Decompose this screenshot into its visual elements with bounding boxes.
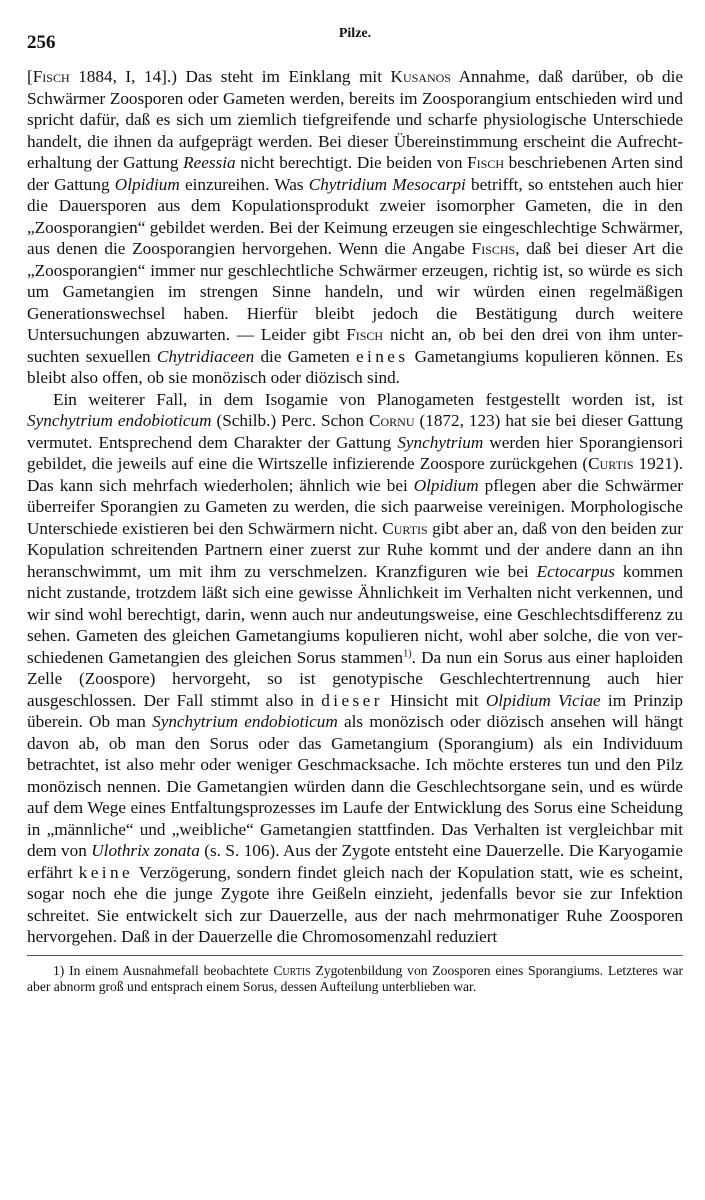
text-run: Gametangiums kopulieren können. Es bleibt also offen, ob sie monözisch oder diözisch sind. [27,346,683,387]
small-caps-run: Fisch [467,153,504,172]
text-run: Ein weiterer Fall, in dem Isogamie von Planogameten festgestellt worden ist, ist [53,389,683,409]
italic-run: Synchytrium [397,432,484,452]
italic-run: Chytridium Mesocarpi [308,174,466,194]
text-run: betrifft, so entstehen auch hier die Dauersporen aus dem Kopulationsprodukt zweier isomorpher Gameten, die in den „Zoosporangien“ gebildet werden. Bei der Keimung erzeugen sie eingeschlechtige Schwärmer, aus denen die Zoosporangien hervorgehen. Wenn die Angabe [27,174,684,258]
text-run: kommen nicht zustande, trotzdem läßt sich eine gewisse Ähnlichkeit im Verhalten nicht verkennen, und wir sind wohl berechtigt, darin, wenn auch nur andeutungsweise, eine Geschlechtsdifferenz zu sehen. Gameten des gleichen Gametangiums kopulieren nicht, wohl aber solche, die von verschiedenen Gametangien des gleichen Sorus stammen [27,561,683,667]
italic-run: Synchytrium endobioticum [27,411,212,430]
italic-run: Olpidium [114,174,180,194]
text-run: 1921). Das kann sich mehrfach wiederholen; ähnlich wie bei [27,454,683,495]
text-run: . Da nun ein Sorus aus einer haploiden Zelle (Zoospore) hervorgeht, so ist genotypische Geschlechtertrennung auch hier ausgeschlossen. Der Fall stimmt also in [27,647,683,710]
text-run: pflegen aber die Schwärmer überreifer Sporangien zu Gameten zu werden, die sich paarweise vereinigen. Morphologische Unterschiede existieren bei den Schwärmern nicht. [27,475,683,538]
italic-run: Synchytrium endobioticum [152,712,338,731]
footnote-ref: 1) [403,647,412,659]
small-caps-run: Fischs [471,239,516,258]
text-run: (Schilb.) Perc. Schon [211,411,370,430]
italic-run: Chytridiaceen [156,346,255,366]
spaced-run: eines [355,346,409,366]
text-run: Verzögerung, sondern findet gleich nach der Kopulation statt, wie es scheint, sogar noch ehe die junge Zygote ihre Geißeln einzieht, jedenfalls bevor sie zur Infektion schreitet. Sie entwickelt sich zur Dauerzelle, aus der nach mehrmonatiger Ruhe Zoosporen hervorgehen. Daß in der Dauerzelle die Chromosomenzahl reduziert [27,862,683,946]
footnote [27,955,683,996]
text-run: Zygotenbildung von Zoosporen eines Sporangiums. Letzteres war aber abnorm groß und entsprach einem Sorus, dessen Aufteilung unterblieben war. [27,962,684,994]
text-run: Hinsicht mit [382,690,486,710]
small-caps-run: Cornu [369,411,415,430]
text-run: werden hier Sporangiensori gebildet, die jeweils auf eine die Wirtszelle infizierende Zoospore zurückgehen ( [27,432,683,473]
footnote-1 [27,963,683,996]
text-run: [ [27,67,33,86]
italic-run: Reessia [183,153,236,172]
small-caps-run: Fisch [32,67,70,86]
text-run: gibt aber an, daß von den beiden zur Kopulation schreitenden Partnern einer zuerst zur Ruhe kommt und der andere dann an ihn heranschwimmt, um mit ihm zu verschmelzen. Kranzfiguren wie bei [27,518,683,581]
small-caps-run: Curtis [273,962,311,978]
text-run: Annahme, daß darüber, ob die Schwärmer Zoosporen oder Gameten werden, bereits im Zoosporangium entschieden wird und spricht dafür, daß es sich um ziemlich tiefgreifende und scharfe physiologische Unterschiede handelt, die ihnen da aufgeprägt werden. Bei dieser Übereinstimmung erscheint die Aufrechterhaltung der Gattung [27,67,684,172]
text-run: als monözisch oder diözisch ansehen will hängt davon ab, ob man den Sorus oder das Gametangium (Sporangium) als ein Individuum betrachtet, ist also mehr oder weniger Geschmacksache. Ich möchte ersteres tun und den Pilz monözisch nennen. Die Gametangien würden dann die Geschlechtsorgane sein, und es würde auf dem Wege eines Entfaltungsprozesses im Laufe der Entwicklung des Sorus eine Scheidung in „männliche“ und „weibliche“ Gametangien stattfinden. Das Verhalten ist vergleichbar mit dem von [27,712,683,860]
paragraph-2 [27,389,683,948]
body-text [27,66,683,948]
text-run: nicht an, ob bei den drei von ihm untersuchten sexuellen [27,325,683,366]
italic-run: Ulothrix zonata [91,841,200,860]
small-caps-run: Kusanos [390,67,451,86]
text-run: nicht berechtigt. Die beiden von [235,153,468,172]
small-caps-run: Fisch [346,325,384,344]
paragraph-1 [27,66,683,389]
text-run: beschriebenen Arten sind der Gattung [27,153,683,194]
text-run: einzureihen. Was [179,174,309,194]
small-caps-run: Curtis [588,454,634,473]
text-run: (1872, 123) hat sie bei dieser Gattung vermutet. Entsprechend dem Charakter der Gattung [27,411,683,452]
spaced-run: keine [78,862,134,882]
page-header [27,22,683,58]
text-run: (s. S. 106). Aus der Zygote entsteht eine Dauerzelle. Die Karyogamie erfährt [27,841,683,882]
italic-run: Ectocarpus [536,561,615,581]
small-caps-run: Curtis [382,518,428,538]
spaced-run: dieser [321,690,383,710]
text-run: , daß bei dieser Art die „Zoosporangien“ immer nur geschlechtliche Schwärmer erzeugen, richtig ist, so würde es sich um Gametangien im strengen Sinne handeln, und wir würden einen regelmäßigen Generationswechsel haben. Hierfür bleibt jedoch die Bestätigung durch weitere Untersuchungen abzuwarten. — Leider gibt [27,239,684,344]
text-run: 1) In einem Ausnahmefall beobachtete [53,962,274,978]
page-number: 256 [27,32,56,53]
running-title: Pilze. [338,26,372,41]
text-run: 1884, I, 14].) Das steht im Einklang mit [69,67,391,86]
text-run: die Gameten [254,346,356,366]
text-run: im Prinzip überein. Ob man [27,690,683,731]
italic-run: Olpidium Viciae [485,690,601,710]
italic-run: Olpidium [413,475,479,495]
